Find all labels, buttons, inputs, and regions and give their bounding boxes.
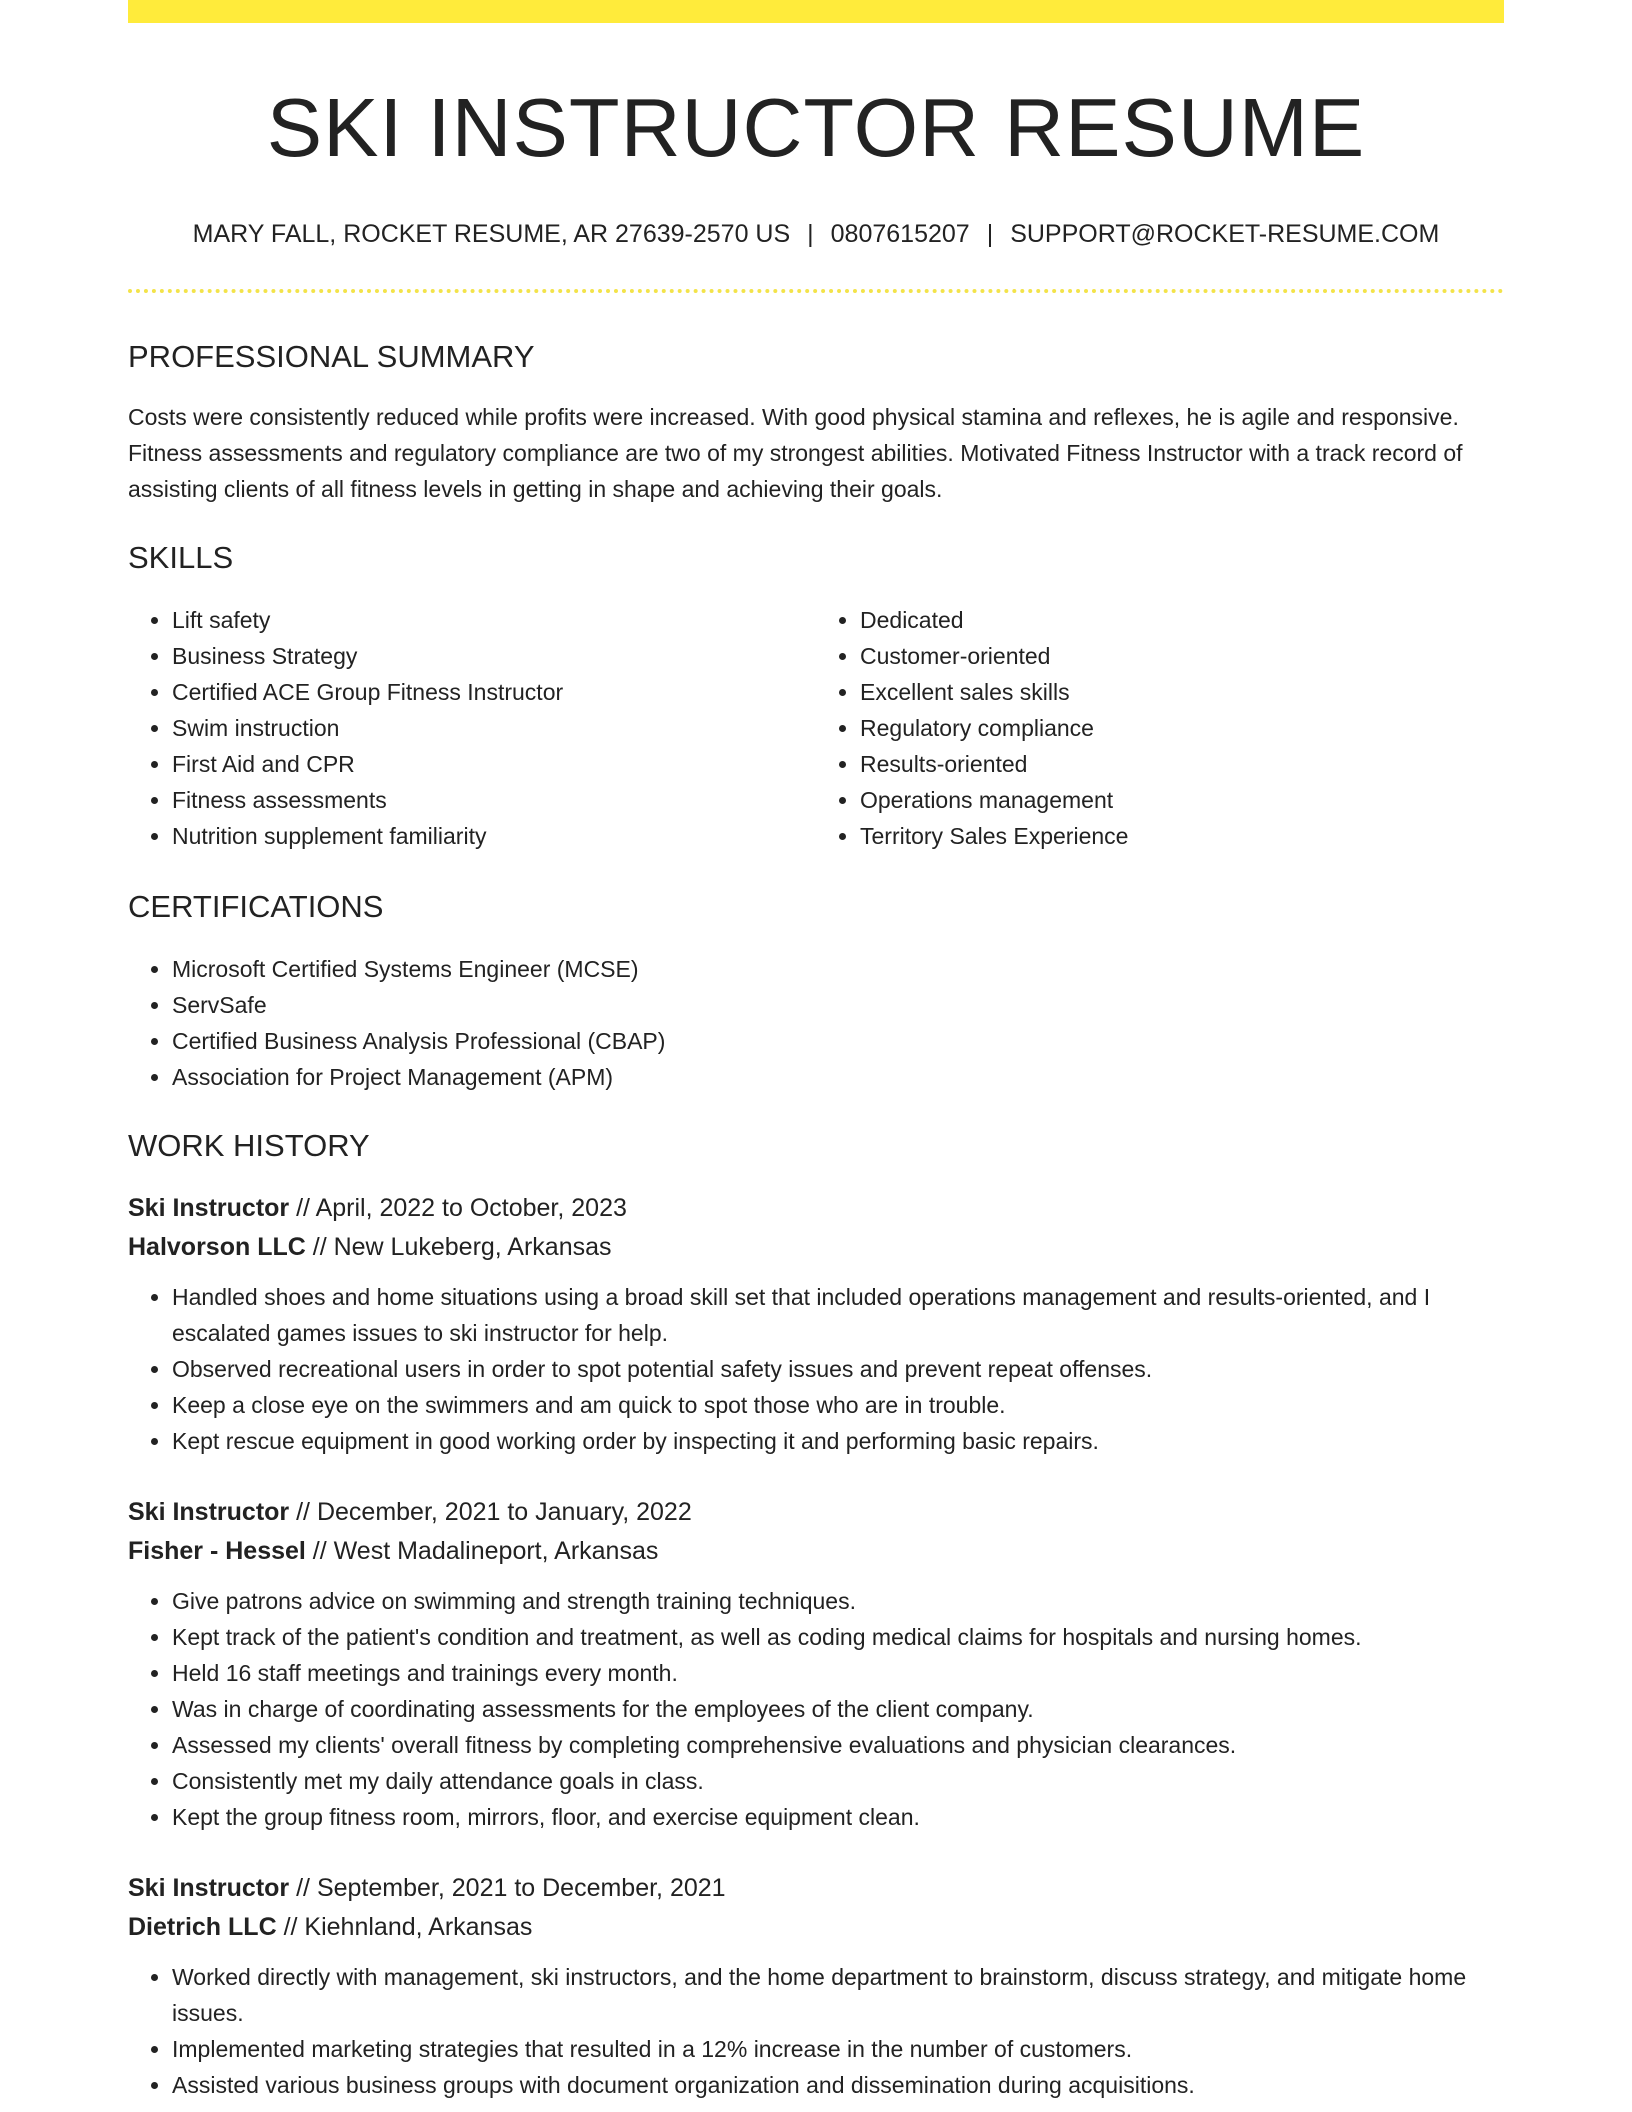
skill-item: • Operations management <box>860 782 1504 818</box>
certifications-list <box>128 951 1504 1095</box>
job-duty: • Kept the group fitness room, mirrors, floor, and exercise equipment clean. <box>172 1799 1504 1835</box>
job-title-line <box>128 1189 1504 1228</box>
job-dates: September, 2021 to December, 2021 <box>316 1873 726 1902</box>
job-duty: • Was in charge of coordinating assessments for the employees of the client company. <box>172 1691 1504 1727</box>
contact-separator: | <box>986 220 994 249</box>
job-company: Fisher - Hessel <box>128 1536 306 1565</box>
section-heading: WORK HISTORY <box>128 1128 370 1164</box>
section-heading: SKILLS <box>128 539 234 575</box>
skill-item: • Regulatory compliance <box>860 710 1504 746</box>
contact-separator: | <box>807 220 814 249</box>
job-location: New Lukeberg, Arkansas <box>333 1232 612 1261</box>
certification-item: • Microsoft Certified Systems Engineer (MCSE) <box>172 951 1504 987</box>
contact-address: MARY FALL, ROCKET RESUME, AR 27639-2570 US <box>192 220 791 249</box>
skill-item: • Lift safety <box>172 602 816 638</box>
job-duty: • Worked directly with management, ski instructors, and the home department to brainstorm, discuss strategy, and mitigate home issues. <box>172 1959 1504 2031</box>
job-title-line <box>128 1869 1504 1908</box>
contact-phone[interactable]: 0807615207 <box>830 220 970 249</box>
professional-summary-section <box>128 338 1504 507</box>
job-duties-list <box>128 1583 1504 1835</box>
job-duty: • Keep a close eye on the swimmers and am quick to spot those who are in trouble. <box>172 1387 1504 1423</box>
skill-item: • Customer-oriented <box>860 638 1504 674</box>
skill-item: • Fitness assessments <box>172 782 816 818</box>
certifications-section <box>128 888 1504 1095</box>
certification-item: • Association for Project Management (APM) <box>172 1059 1504 1095</box>
skill-item: • Nutrition supplement familiarity <box>172 818 816 854</box>
date-separator: // <box>289 1873 317 1902</box>
certification-item: • Certified Business Analysis Professional (CBAP) <box>172 1023 1504 1059</box>
job-company-line <box>128 1228 1504 1267</box>
accent-bar <box>128 0 1504 23</box>
job-title-line <box>128 1493 1504 1532</box>
job-duty: • Held 16 staff meetings and trainings every month. <box>172 1655 1504 1691</box>
date-separator: // <box>289 1193 316 1222</box>
contact-email[interactable]: SUPPORT@ROCKET-RESUME.COM <box>1010 220 1440 249</box>
resume-title: SKI INSTRUCTOR RESUME <box>266 81 1366 174</box>
section-heading: CERTIFICATIONS <box>128 889 384 925</box>
contact-line <box>128 218 1504 251</box>
section-heading: PROFESSIONAL SUMMARY <box>128 338 535 374</box>
skill-item: • Certified ACE Group Fitness Instructor <box>172 674 816 710</box>
job-duty: • Give patrons advice on swimming and strength training techniques. <box>172 1583 1504 1619</box>
skill-item: • Territory Sales Experience <box>860 818 1504 854</box>
job-entry <box>128 1189 1504 1459</box>
job-title: Ski Instructor <box>128 1497 290 1526</box>
job-dates: April, 2022 to October, 2023 <box>315 1193 627 1222</box>
job-company: Halvorson LLC <box>128 1232 306 1261</box>
job-duties-list <box>128 1959 1504 2103</box>
dotted-divider <box>128 289 1504 293</box>
job-location: Kiehnland, Arkansas <box>304 1912 533 1941</box>
job-duty: • Assessed my clients' overall fitness by completing comprehensive evaluations and physician clearances. <box>172 1727 1504 1763</box>
skill-item: • Results-oriented <box>860 746 1504 782</box>
job-location: West Madalineport, Arkansas <box>333 1536 659 1565</box>
job-duty: • Handled shoes and home situations using a broad skill set that included operations management and results-oriented, and I escalated games issues to ski instructor for help. <box>172 1279 1504 1351</box>
date-separator: // <box>289 1497 317 1526</box>
certification-item: • ServSafe <box>172 987 1504 1023</box>
skill-item: • Excellent sales skills <box>860 674 1504 710</box>
work-history-section <box>128 1127 1504 2102</box>
skill-item: • First Aid and CPR <box>172 746 816 782</box>
resume-page <box>128 0 1504 2103</box>
job-entry <box>128 1493 1504 1835</box>
job-title: Ski Instructor <box>128 1193 290 1222</box>
job-duty: • Assisted various business groups with document organization and dissemination during acquisitions. <box>172 2067 1504 2103</box>
date-separator: // <box>305 1232 334 1261</box>
date-separator: // <box>305 1536 334 1565</box>
date-separator: // <box>276 1912 305 1941</box>
job-entry <box>128 1869 1504 2103</box>
job-company: Dietrich LLC <box>128 1912 277 1941</box>
job-duties-list <box>128 1279 1504 1459</box>
summary-text: Costs were consistently reduced while profits were increased. With good physical stamina and reflexes, he is agile and responsive. Fitness assessments and regulatory compliance are two of my strongest abilities. Motivated Fitness Instructor with a track record of assisting clients of all fitness levels in getting in shape and achieving their goals. <box>128 403 1463 502</box>
skills-list-left <box>128 602 816 854</box>
job-company-line <box>128 1532 1504 1571</box>
job-duty: • Kept rescue equipment in good working order by inspecting it and performing basic repairs. <box>172 1423 1504 1459</box>
job-title: Ski Instructor <box>128 1873 290 1902</box>
job-duty: • Consistently met my daily attendance goals in class. <box>172 1763 1504 1799</box>
skill-item: • Swim instruction <box>172 710 816 746</box>
skills-section <box>128 539 1504 854</box>
skills-grid <box>128 602 1504 854</box>
skill-item: • Business Strategy <box>172 638 816 674</box>
skill-item: • Dedicated <box>860 602 1504 638</box>
job-dates: December, 2021 to January, 2022 <box>316 1497 692 1526</box>
job-duty: • Observed recreational users in order to spot potential safety issues and prevent repeat offenses. <box>172 1351 1504 1387</box>
job-duty: • Implemented marketing strategies that resulted in a 12% increase in the number of customers. <box>172 2031 1504 2067</box>
skills-list-right <box>816 602 1504 854</box>
job-company-line <box>128 1908 1504 1947</box>
job-duty: • Kept track of the patient's condition and treatment, as well as coding medical claims for hospitals and nursing homes. <box>172 1619 1504 1655</box>
